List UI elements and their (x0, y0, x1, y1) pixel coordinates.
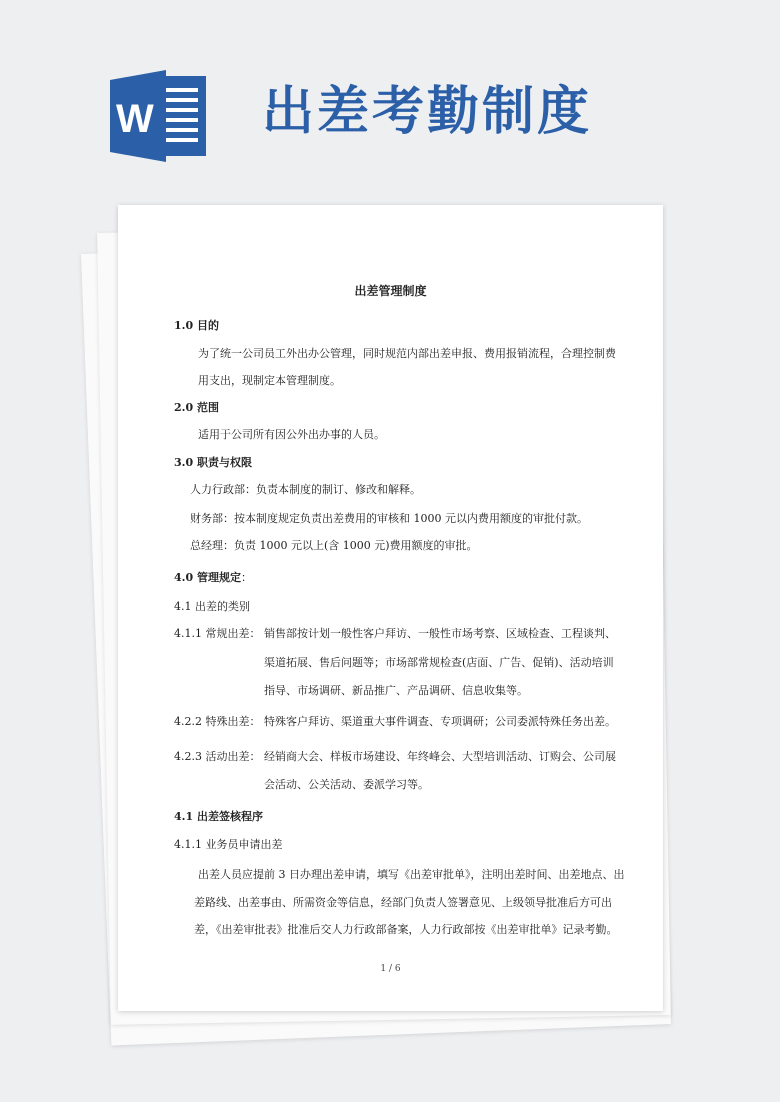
section-heading: 3.0 职责与权限 (174, 456, 252, 469)
section-heading: 1.0 目的 (174, 319, 219, 332)
item-line: 渠道拓展、售后问题等；市场部常规检查(店面、广告、促销)、活动培训 (264, 656, 614, 669)
item-line: 指导、市场调研、新品推广、产品调研、信息收集等。 (264, 684, 528, 697)
word-logo-letter: W (116, 97, 154, 141)
paragraph-line: 总经理：负责 1000 元以上(含 1000 元)费用额度的审批。 (190, 539, 478, 552)
paragraph-line: 差，《出差审批表》批准后交人力行政部备案，人力行政部按《出差审批单》记录考勤。 (194, 923, 618, 936)
item-label: 4.2.2 特殊出差： (174, 715, 261, 728)
paragraph-line: 人力行政部：负责本制度的制订、修改和解释。 (190, 483, 421, 496)
subsection-heading: 4.1.1 业务员申请出差 (174, 838, 283, 851)
paragraph-line: 为了统一公司员工外出办公管理，同时规范内部出差申报、费用报销流程，合理控制费 (198, 347, 616, 360)
section-heading: 2.0 范围 (174, 401, 219, 414)
paragraph-line: 出差人员应提前 3 日办理出差申请，填写《出差审批单》，注明出差时间、出差地点、出 (198, 868, 625, 881)
item-line: 经销商大会、样板市场建设、年终峰会、大型培训活动、订购会、公司展 (264, 750, 616, 763)
heading-suffix: ： (240, 571, 252, 584)
document-page (118, 205, 663, 1011)
word-logo-icon (108, 70, 208, 162)
item-label: 4.1.1 常规出差： (174, 627, 261, 640)
section-heading: 4.0 管理规定 (174, 571, 241, 584)
paragraph-line: 用支出，现制定本管理制度。 (198, 374, 341, 387)
item-line: 销售部按计划一般性客户拜访、一般性市场考察、区域检查、工程谈判、 (264, 627, 616, 640)
paragraph-line: 差路线、出差事由、所需资金等信息，经部门负责人签署意见、上级领导批准后方可出 (194, 896, 612, 909)
item-label: 4.2.3 活动出差： (174, 750, 261, 763)
paragraph-line: 适用于公司所有因公外出办事的人员。 (198, 428, 385, 441)
page-number: 1 / 6 (380, 964, 401, 974)
item-line: 特殊客户拜访、渠道重大事件调查、专项调研；公司委派特殊任务出差。 (264, 715, 616, 728)
item-line: 会活动、公关活动、委派学习等。 (264, 778, 429, 791)
paragraph-line: 财务部：按本制度规定负责出差费用的审核和 1000 元以内费用额度的审批付款。 (190, 512, 588, 525)
subsection-heading: 4.1 出差的类别 (174, 600, 250, 613)
section-heading: 4.1 出差签核程序 (174, 810, 263, 823)
document-title: 出差管理制度 (354, 284, 427, 298)
section-heading-row (174, 570, 252, 586)
header-title: 出差考勤制度 (262, 82, 593, 142)
